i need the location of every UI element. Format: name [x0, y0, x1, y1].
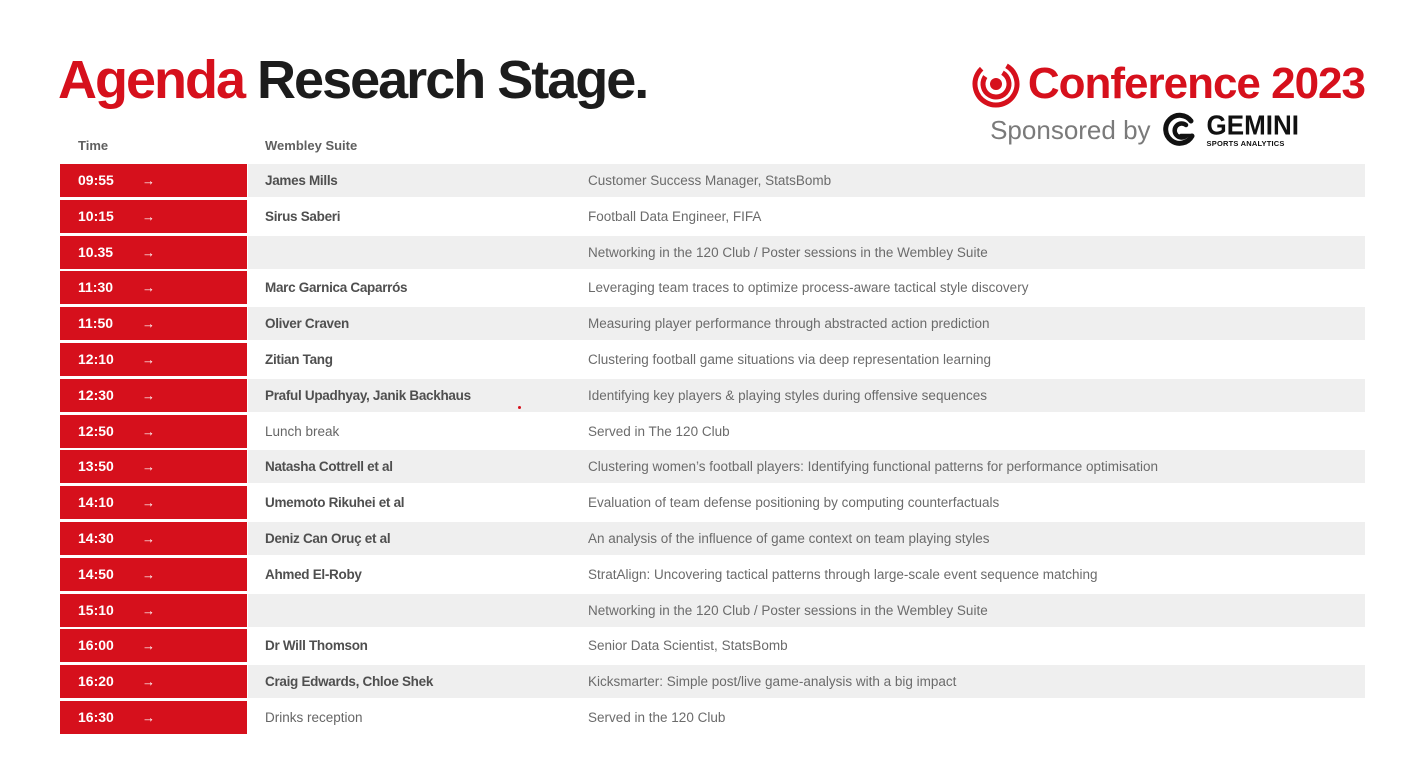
time-cell: [60, 379, 247, 412]
time-cell: [60, 629, 247, 662]
arrow-right-icon: →: [142, 316, 155, 332]
agenda-row: [60, 701, 1365, 734]
arrow-right-icon: →: [142, 530, 155, 546]
time-cell: [60, 486, 247, 519]
arrow-right-icon: →: [142, 208, 155, 224]
session-description: Football Data Engineer, FIFA: [588, 208, 762, 224]
row-background: [248, 701, 1365, 734]
time-label: 14:10: [78, 494, 114, 511]
time-label: 16:30: [78, 708, 114, 725]
conference-branding: [945, 58, 1365, 158]
time-label: 11:50: [78, 315, 114, 332]
sponsor-row: [990, 109, 1299, 149]
session-description: Senior Data Scientist, StatsBomb: [588, 638, 788, 654]
time-label: 10.35: [78, 243, 114, 260]
agenda-row: [60, 415, 1365, 448]
agenda-row: [60, 450, 1365, 483]
session-description: Leveraging team traces to optimize process-aware tactical style discovery: [588, 280, 1029, 296]
arrow-right-icon: →: [142, 638, 155, 654]
row-background: [248, 415, 1365, 448]
session-description: Identifying key players & playing styles during offensive sequences: [588, 387, 987, 403]
session-description: Kicksmarter: Simple post/live game-analysis with a big impact: [588, 674, 957, 690]
time-label: 16:00: [78, 637, 114, 654]
agenda-row: [60, 558, 1365, 591]
speaker-name: Sirus Saberi: [265, 208, 341, 224]
speaker-name: Zitian Tang: [265, 351, 333, 367]
time-cell: [60, 594, 247, 627]
time-cell: [60, 665, 247, 698]
time-label: 14:50: [78, 565, 114, 582]
conference-row: [972, 58, 1365, 110]
arrow-right-icon: →: [142, 674, 155, 690]
conference-name: Conference 2023: [1027, 59, 1365, 108]
time-label: 12:30: [78, 386, 114, 403]
session-description: Evaluation of team defense positioning by computing counterfactuals: [588, 495, 1000, 511]
session-description: Networking in the 120 Club / Poster sessions in the Wembley Suite: [588, 244, 988, 260]
time-label: 11:30: [78, 279, 114, 296]
arrow-right-icon: →: [142, 173, 155, 188]
time-cell: [60, 200, 247, 233]
session-description: Customer Success Manager, StatsBomb: [588, 173, 832, 188]
sponsored-by-label: Sponsored by: [990, 115, 1151, 145]
agenda-row: [60, 271, 1365, 304]
arrow-right-icon: →: [142, 709, 155, 725]
session-description: Served in the 120 Club: [588, 709, 726, 725]
time-cell: [60, 343, 247, 376]
speaker-name: James Mills: [265, 173, 338, 188]
speaker-name: Umemoto Rikuhei et al: [265, 495, 405, 511]
speaker-name: Praful Upadhyay, Janik Backhaus: [265, 387, 471, 403]
speaker-name: Dr Will Thomson: [265, 638, 368, 654]
speaker-name: Deniz Can Oruç et al: [265, 530, 391, 546]
agenda-row: [60, 486, 1365, 519]
agenda-row: [60, 522, 1365, 555]
row-background: [248, 200, 1365, 233]
time-label: 14:30: [78, 529, 114, 546]
time-cell: [60, 236, 247, 269]
arrow-right-icon: →: [142, 244, 155, 260]
column-header-time: Time: [78, 138, 109, 153]
arrow-right-icon: →: [142, 351, 155, 367]
agenda-row: [60, 307, 1365, 340]
session-description: Networking in the 120 Club / Poster sessions in the Wembley Suite: [588, 602, 988, 618]
arrow-right-icon: →: [142, 459, 155, 475]
speaker-name: Marc Garnica Caparrós: [265, 280, 408, 296]
agenda-row: [60, 164, 1365, 197]
time-cell: [60, 415, 247, 448]
time-cell: [60, 164, 247, 197]
time-label: 09:55: [78, 172, 114, 188]
sponsor-logo: [1206, 109, 1299, 149]
arrow-right-icon: →: [142, 495, 155, 511]
time-cell: [60, 307, 247, 340]
gemini-logo-icon: [1161, 112, 1197, 148]
session-description: StratAlign: Uncovering tactical patterns through large-scale event sequence matching: [588, 566, 1098, 582]
arrow-right-icon: →: [142, 566, 155, 582]
session-description: Served in The 120 Club: [588, 423, 730, 439]
speaker-name: Oliver Craven: [265, 316, 349, 332]
agenda-row: [60, 236, 1365, 269]
time-cell: [60, 271, 247, 304]
speaker-name: Drinks reception: [265, 709, 363, 725]
sponsor-subtitle: SPORTS ANALYTICS: [1206, 139, 1285, 149]
time-cell: [60, 558, 247, 591]
page-title: [58, 48, 647, 112]
title-accent: Agenda: [58, 50, 245, 110]
target-icon: [972, 60, 1020, 108]
row-background: [248, 629, 1365, 662]
session-description: Measuring player performance through abstracted action prediction: [588, 316, 990, 332]
session-description: Clustering women’s football players: Identifying functional patterns for performance optimisation: [588, 459, 1159, 475]
time-label: 12:10: [78, 350, 114, 367]
title-main: Research Stage.: [257, 50, 648, 110]
column-header-room: Wembley Suite: [265, 138, 358, 153]
sponsor-name: GEMINI: [1206, 109, 1299, 142]
arrow-right-icon: →: [142, 387, 155, 403]
time-label: 12:50: [78, 422, 114, 439]
speaker-name: Natasha Cottrell et al: [265, 459, 393, 475]
agenda-row: [60, 379, 1365, 412]
speaker-name: Lunch break: [265, 423, 340, 439]
time-cell: [60, 701, 247, 734]
agenda-row: [60, 594, 1365, 627]
speaker-name: Craig Edwards, Chloe Shek: [265, 674, 434, 690]
time-label: 13:50: [78, 458, 114, 475]
agenda-row: [60, 343, 1365, 376]
arrow-right-icon: →: [142, 423, 155, 439]
decorative-dot: [518, 406, 521, 409]
time-label: 10:15: [78, 207, 114, 224]
arrow-right-icon: →: [142, 280, 155, 296]
agenda-table: [60, 164, 1365, 737]
time-cell: [60, 450, 247, 483]
time-label: 15:10: [78, 601, 114, 618]
time-label: 16:20: [78, 673, 114, 690]
agenda-row: [60, 629, 1365, 662]
speaker-name: Ahmed El-Roby: [265, 566, 362, 582]
session-description: An analysis of the influence of game context on team playing styles: [588, 530, 990, 546]
agenda-row: [60, 200, 1365, 233]
time-cell: [60, 522, 247, 555]
session-description: Clustering football game situations via deep representation learning: [588, 351, 991, 367]
agenda-row: [60, 665, 1365, 698]
arrow-right-icon: →: [142, 602, 155, 618]
